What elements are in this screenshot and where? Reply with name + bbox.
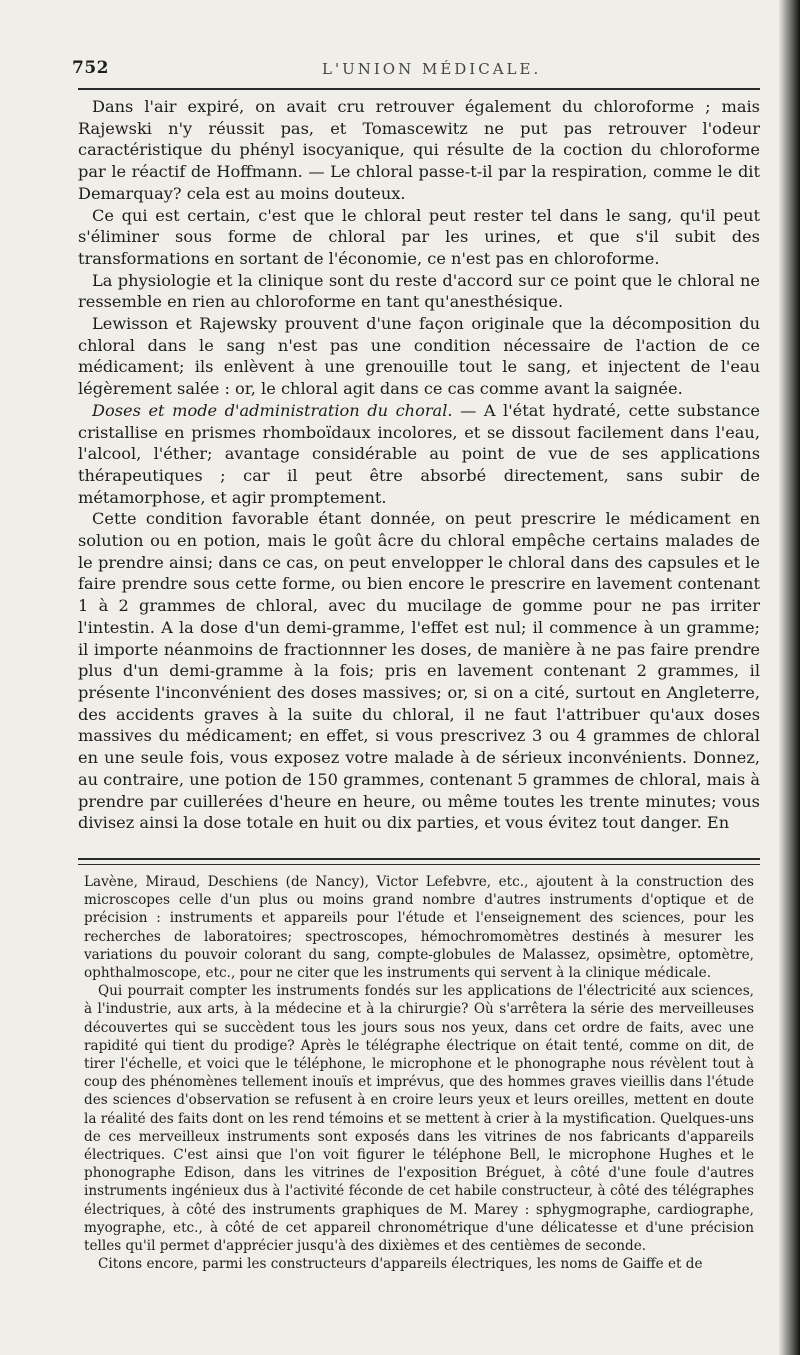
paragraph-doses [78, 400, 760, 509]
page-number: 752 [72, 58, 109, 78]
doses-text: — A l'état hydraté, cette substance cristallise en prismes rhomboïdaux incolores, et se dissout facilement dans l'eau, l'alcool, l'éther; avantage considérable au point de vue de ses applications thérapeutiques ; car il peut être absorbé directement, sans subir de métamorphose, et agir promptement. [78, 400, 760, 507]
binding-shadow [778, 0, 800, 1355]
paragraph: Cette condition favorable étant donnée, on peut prescrire le médicament en solution ou en potion, mais le goût âcre du chloral empêche certains malades de le prendre ainsi; dans ce cas, on peut envelopper le chloral dans des capsules et le faire prendre sous cette forme, ou bien encore le prescrire en lavement contenant 1 à 2 grammes de chloral, avec du mucilage de gomme pour ne pas irriter l'intestin. A la dose d'un demi-gramme, l'effet est nul; il commence à un gramme; il importe néanmoins de fractionnner les doses, de manière à ne pas faire prendre plus d'un demi-gramme à la fois; pris en lavement contenant 2 grammes, il présente l'inconvénient des doses massives; or, si on a cité, surtout en Angleterre, des accidents graves à la suite du chloral, il ne faut l'attribuer qu'aux doses massives du médicament; en effet, si vous prescrivez 3 ou 4 grammes de chloral en une seule fois, vous exposez votre malade à de sérieux inconvénients. Donnez, au contraire, une potion de 150 grammes, contenant 5 grammes de chloral, mais à prendre par cuillerées d'heure en heure, ou même toutes les trente minutes; vous divisez ainsi la dose totale en huit ou dix parties, et vous évitez tout danger. En [78, 509, 760, 833]
feuilleton-rule [78, 858, 760, 865]
feuilleton-paragraph: Qui pourrait compter les instruments fondés sur les applications de l'électricité aux sciences, à l'industrie, aux arts, à la médecine et à la chirurgie? Où s'arrêtera la série des merveilleuses découvertes qui se succèdent tous les jours sous nos yeux, dans cet ordre de faits, avec une rapidité qui tient du prodige? Après le télégraphe électrique on était tenté, comme on dit, de tirer l'échelle, et voici que le téléphone, le microphone et le phonographe nous révèlent tout à coup des phénomènes tellement inouïs et imprévus, que des hommes graves vieillis dans l'étude des sciences d'observation se refusent à en croire leurs yeux et leurs oreilles, mettent en doute la réalité des faits dont on les rend témoins et se mettent à crier à la mystification. Quelques-uns de ces merveilleux instruments sont exposés dans les vitrines de nos fabricants d'appareils électriques. C'est ainsi que l'on voit figurer le téléphone Bell, le microphone Hughes et le phonographe Edison, dans les vitrines de l'exposition Bréguet, à côté d'une foule d'autres instruments ingénieux dus à l'activité féconde de cet habile constructeur, à côté des télégraphes électriques, à côté des instruments graphiques de M. Marey : sphygmographe, cardiographe, myographe, etc., à côté de cet appareil chronométrique d'une délicatesse et d'une précision telles qu'il permet d'apprécier jusqu'à des dixièmes et des centièmes de seconde. [84, 983, 754, 1255]
main-article [78, 96, 760, 834]
paragraph: Ce qui est certain, c'est que le chloral peut rester tel dans le sang, qu'il peut s'éliminer sous forme de chloral par les urines, et que s'il subit des transformations en sortant de l'économie, ce n'est pas en chloroforme. [78, 205, 760, 268]
running-head [72, 58, 762, 84]
feuilleton-paragraph: Citons encore, parmi les constructeurs d'appareils électriques, les noms de Gaiffe et de [98, 1256, 703, 1273]
feuilleton [84, 873, 754, 1273]
section-heading-doses: Doses et mode d'administration du choral. [92, 400, 453, 420]
paragraph: Dans l'air expiré, on avait cru retrouver également du chloroforme ; mais Rajewski n'y réussit pas, et Tomascewitz ne put pas retrouver l'odeur caractéristique du phényl isocyanique, qui résulte de la coction du chloroforme par le réactif de Hoffmann. — Le chloral passe-t-il par la respiration, comme le dit Demarquay? cela est au moins douteux. [78, 97, 760, 203]
feuilleton-paragraph: Lavène, Miraud, Deschiens (de Nancy), Victor Lefebvre, etc., ajoutent à la construction des microscopes celle d'un plus ou moins grand nombre d'autres instruments d'optique et de précision : instruments et appareils pour l'étude et l'enseignement des sciences, pour les recherches de laboratoires; spectroscopes, hémochromomètres destinés à mesurer les variations du pouvoir colorant du sang, compte-globules de Malassez, opsimètre, optomètre, ophthalmoscope, etc., pour ne citer que les instruments qui servent à la clinique médicale. [84, 874, 754, 982]
journal-title: L'UNION MÉDICALE. [322, 60, 542, 78]
header-rule [78, 88, 760, 90]
paragraph: La physiologie et la clinique sont du reste d'accord sur ce point que le chloral ne ressemble en rien au chloroforme en tant qu'anesthésique. [78, 270, 760, 312]
paragraph: Lewisson et Rajewsky prouvent d'une façon originale que la décomposition du chloral dans le sang n'est pas une condition nécessaire de l'action de ce médicament; ils enlèvent à une grenouille tout le sang, et injectent de l'eau légèrement salée : or, le chloral agit dans ce cas comme avant la saignée. [78, 314, 760, 399]
